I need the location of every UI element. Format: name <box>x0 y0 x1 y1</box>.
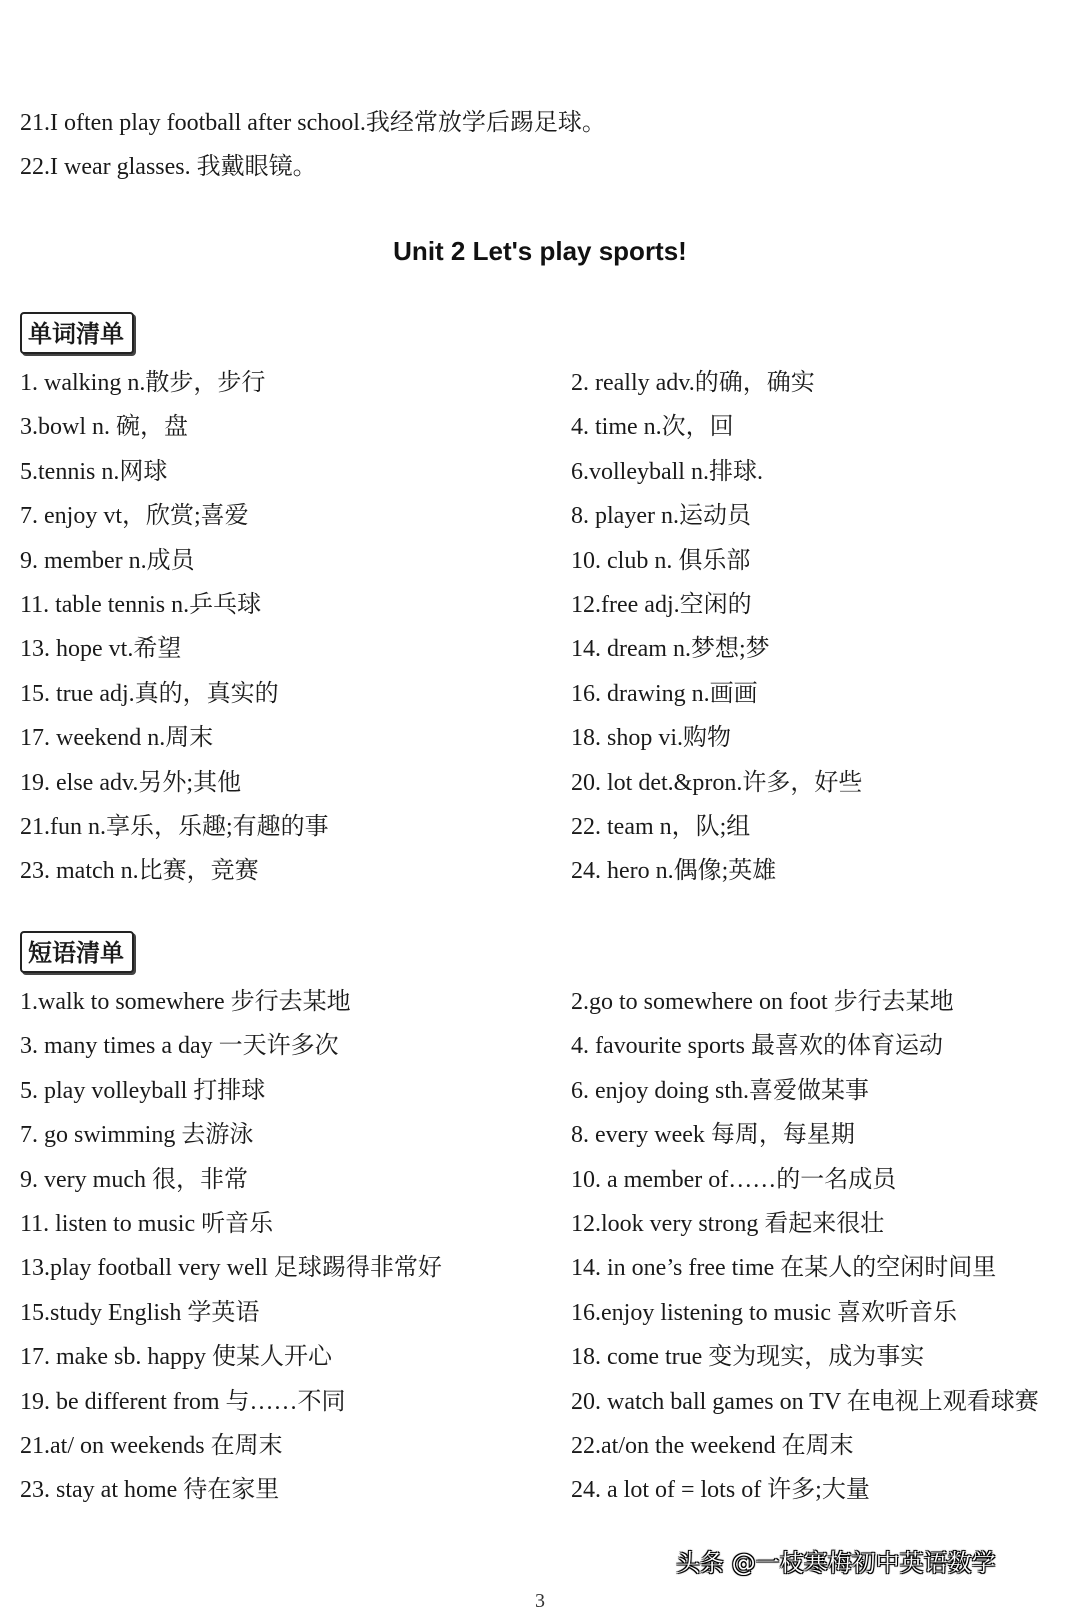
vocab-item: 7. enjoy vt，欣赏;喜爱 <box>20 503 249 530</box>
vocab-item: 21.fun n.享乐，乐趣;有趣的事 <box>20 813 329 840</box>
vocab-item: 1. walking n.散步，步行 <box>20 370 266 396</box>
vocab-item: 5.tennis n.网球 <box>20 458 168 485</box>
phrases-section-label: 短语清单 <box>20 931 134 973</box>
phrase-item: 5. play volleyball 打排球 <box>20 1077 266 1104</box>
vocab-item: 3.bowl n. 碗，盘 <box>20 414 188 441</box>
vocab-item: 14. dream n.梦想;梦 <box>571 636 770 663</box>
vocab-item: 11. table tennis n.乒乓球 <box>20 591 262 618</box>
phrase-item: 8. every week 每周，每星期 <box>571 1122 855 1149</box>
vocab-list <box>20 368 1060 901</box>
watermark: 头条 @一枝寒梅初中英语数学 <box>676 1549 996 1577</box>
phrase-item: 18. come true 变为现实，成为事实 <box>571 1344 925 1371</box>
vocab-item: 23. match n.比赛，竞赛 <box>20 858 259 885</box>
phrase-item: 9. very much 很，非常 <box>20 1166 248 1193</box>
phrase-item: 7. go swimming 去游泳 <box>20 1122 254 1149</box>
phrase-item: 6. enjoy doing sth.喜爱做某事 <box>571 1077 869 1104</box>
vocab-item: 22. team n，队;组 <box>571 813 751 840</box>
phrase-item: 19. be different from 与……不同 <box>20 1388 346 1415</box>
phrases-list <box>20 987 1060 1520</box>
phrase-item: 22.at/on the weekend 在周末 <box>571 1432 854 1459</box>
vocab-item: 2. really adv.的确，确实 <box>571 370 815 396</box>
vocab-section-label: 单词清单 <box>20 312 134 354</box>
phrase-item: 2.go to somewhere on foot 步行去某地 <box>571 989 954 1015</box>
page-title: Unit 2 Let's play sports! <box>393 236 687 266</box>
vocab-item: 13. hope vt.希望 <box>20 636 182 663</box>
phrase-item: 10. a member of……的一名成员 <box>571 1166 897 1193</box>
vocab-item: 8. player n.运动员 <box>571 503 751 530</box>
top-line-21: 21.I often play football after school.我经常放学后踢足球。 <box>20 110 606 136</box>
phrase-item: 16.enjoy listening to music 喜欢听音乐 <box>571 1299 957 1326</box>
vocab-item: 24. hero n.偶像;英雄 <box>571 858 777 885</box>
vocab-item: 6.volleyball n.排球. <box>571 458 763 485</box>
phrase-item: 15.study English 学英语 <box>20 1299 260 1326</box>
phrase-item: 21.at/ on weekends 在周末 <box>20 1432 283 1459</box>
phrase-item: 14. in one’s free time 在某人的空闲时间里 <box>571 1255 997 1282</box>
phrase-item: 4. favourite sports 最喜欢的体育运动 <box>571 1033 943 1060</box>
vocab-item: 19. else adv.另外;其他 <box>20 769 242 796</box>
phrase-item: 11. listen to music 听音乐 <box>20 1210 274 1237</box>
phrase-item: 17. make sb. happy 使某人开心 <box>20 1344 332 1371</box>
vocab-item: 4. time n.次，回 <box>571 414 734 441</box>
phrase-item: 1.walk to somewhere 步行去某地 <box>20 989 351 1015</box>
vocab-item: 15. true adj.真的，真实的 <box>20 680 279 707</box>
page-number: 3 <box>535 1590 545 1612</box>
phrase-item: 24. a lot of = lots of 许多;大量 <box>571 1477 870 1504</box>
vocab-item: 10. club n. 俱乐部 <box>571 547 751 574</box>
vocab-item: 18. shop vi.购物 <box>571 725 732 752</box>
vocab-item: 12.free adj.空闲的 <box>571 591 752 618</box>
vocab-item: 17. weekend n.周末 <box>20 725 214 752</box>
phrase-item: 3. many times a day 一天许多次 <box>20 1033 339 1060</box>
phrase-item: 20. watch ball games on TV 在电视上观看球赛 <box>571 1388 1039 1415</box>
phrase-item: 23. stay at home 待在家里 <box>20 1477 280 1504</box>
vocab-item: 20. lot det.&pron.许多，好些 <box>571 769 863 796</box>
vocab-item: 9. member n.成员 <box>20 547 195 574</box>
top-line-22: 22.I wear glasses. 我戴眼镜。 <box>20 154 317 180</box>
vocab-item: 16. drawing n.画画 <box>571 680 758 707</box>
phrase-item: 13.play football very well 足球踢得非常好 <box>20 1255 442 1282</box>
phrase-item: 12.look very strong 看起来很壮 <box>571 1210 885 1237</box>
